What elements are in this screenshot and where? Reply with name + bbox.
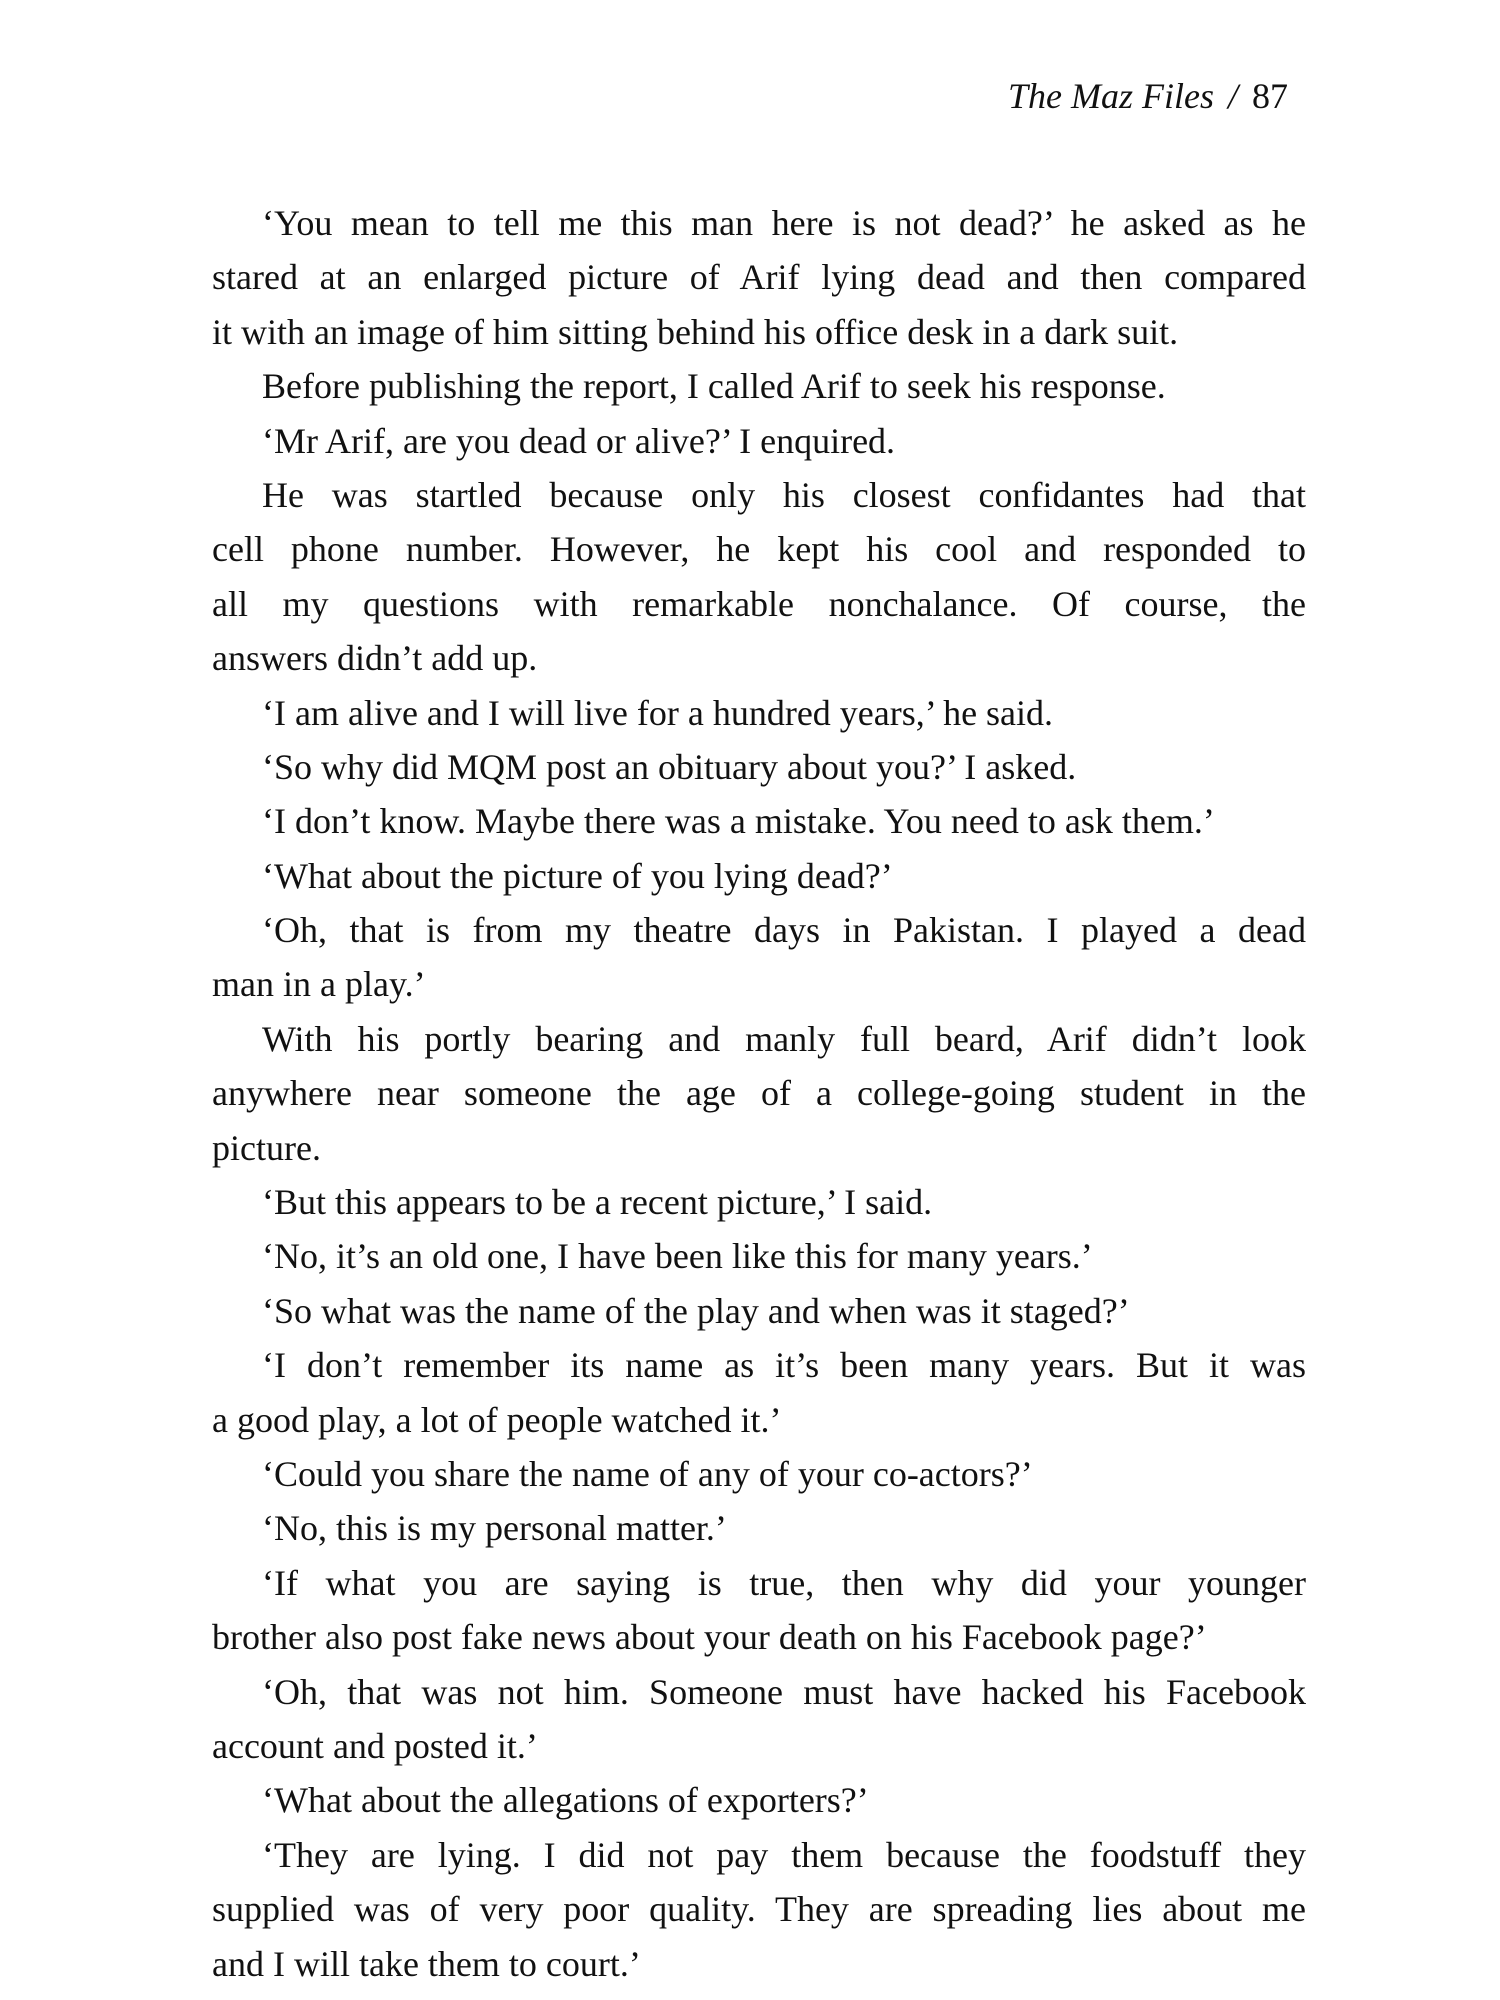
text-line: picture. — [212, 1127, 321, 1168]
text-line: cell phone number. However, he kept his cool and responded to — [212, 529, 1306, 570]
text-line: He was startled because only his closest confidantes had that — [262, 474, 1306, 515]
text-line: ‘Oh, that is from my theatre days in Pakistan. I played a dead — [262, 910, 1306, 951]
text-line: brother also post fake news about your death on his Facebook page?’ — [212, 1617, 1207, 1658]
page-number: 87 — [1252, 76, 1288, 116]
text-line: anywhere near someone the age of a college-going student in the — [212, 1073, 1306, 1114]
text-line: ‘If what you are saying is true, then why did your younger — [262, 1562, 1306, 1603]
text-line: a good play, a lot of people watched it.’ — [212, 1399, 782, 1440]
text-line: ‘But this appears to be a recent picture,’ I said. — [262, 1182, 933, 1223]
text-line: ‘Could you share the name of any of your co-actors?’ — [262, 1453, 1033, 1494]
header-separator: / — [1227, 76, 1238, 116]
body-text — [212, 196, 1306, 1991]
text-line: supplied was of very poor quality. They are spreading lies about me — [212, 1889, 1306, 1930]
text-line: ‘You mean to tell me this man here is not dead?’ he asked as he — [262, 203, 1306, 243]
text-line: With his portly bearing and manly full beard, Arif didn’t look — [262, 1018, 1306, 1059]
text-line: ‘So what was the name of the play and when was it staged?’ — [262, 1290, 1130, 1331]
text-line: ‘What about the allegations of exporters?’ — [262, 1780, 869, 1821]
text-line: all my questions with remarkable nonchalance. Of course, the — [212, 583, 1306, 624]
running-head — [1008, 74, 1288, 118]
text-line: ‘So why did MQM post an obituary about you?’ I asked. — [262, 746, 1077, 787]
text-line: ‘Mr Arif, are you dead or alive?’ I enquired. — [262, 420, 896, 461]
text-line: Before publishing the report, I called Arif to seek his response. — [262, 366, 1166, 407]
book-title: The Maz Files — [1008, 76, 1214, 116]
text-line: ‘Oh, that was not him. Someone must have hacked his Facebook — [262, 1671, 1306, 1712]
text-line: ‘No, it’s an old one, I have been like this for many years.’ — [262, 1236, 1093, 1277]
text-line: and I will take them to court.’ — [212, 1943, 641, 1984]
text-line: stared at an enlarged picture of Arif lying dead and then compared — [212, 257, 1306, 298]
text-line: ‘What about the picture of you lying dead?’ — [262, 855, 893, 896]
text-line: account and posted it.’ — [212, 1725, 538, 1766]
text-line: it with an image of him sitting behind his office desk in a dark suit. — [212, 311, 1179, 352]
text-line: ‘I am alive and I will live for a hundred years,’ he said. — [262, 692, 1054, 733]
text-line: answers didn’t add up. — [212, 638, 538, 679]
text-line: man in a play.’ — [212, 964, 426, 1005]
text-line: ‘I don’t know. Maybe there was a mistake. You need to ask them.’ — [262, 801, 1215, 842]
text-line: ‘I don’t remember its name as it’s been many years. But it was — [262, 1345, 1306, 1386]
text-line: ‘They are lying. I did not pay them because the foodstuff they — [262, 1834, 1306, 1875]
text-line: ‘No, this is my personal matter.’ — [262, 1508, 727, 1549]
